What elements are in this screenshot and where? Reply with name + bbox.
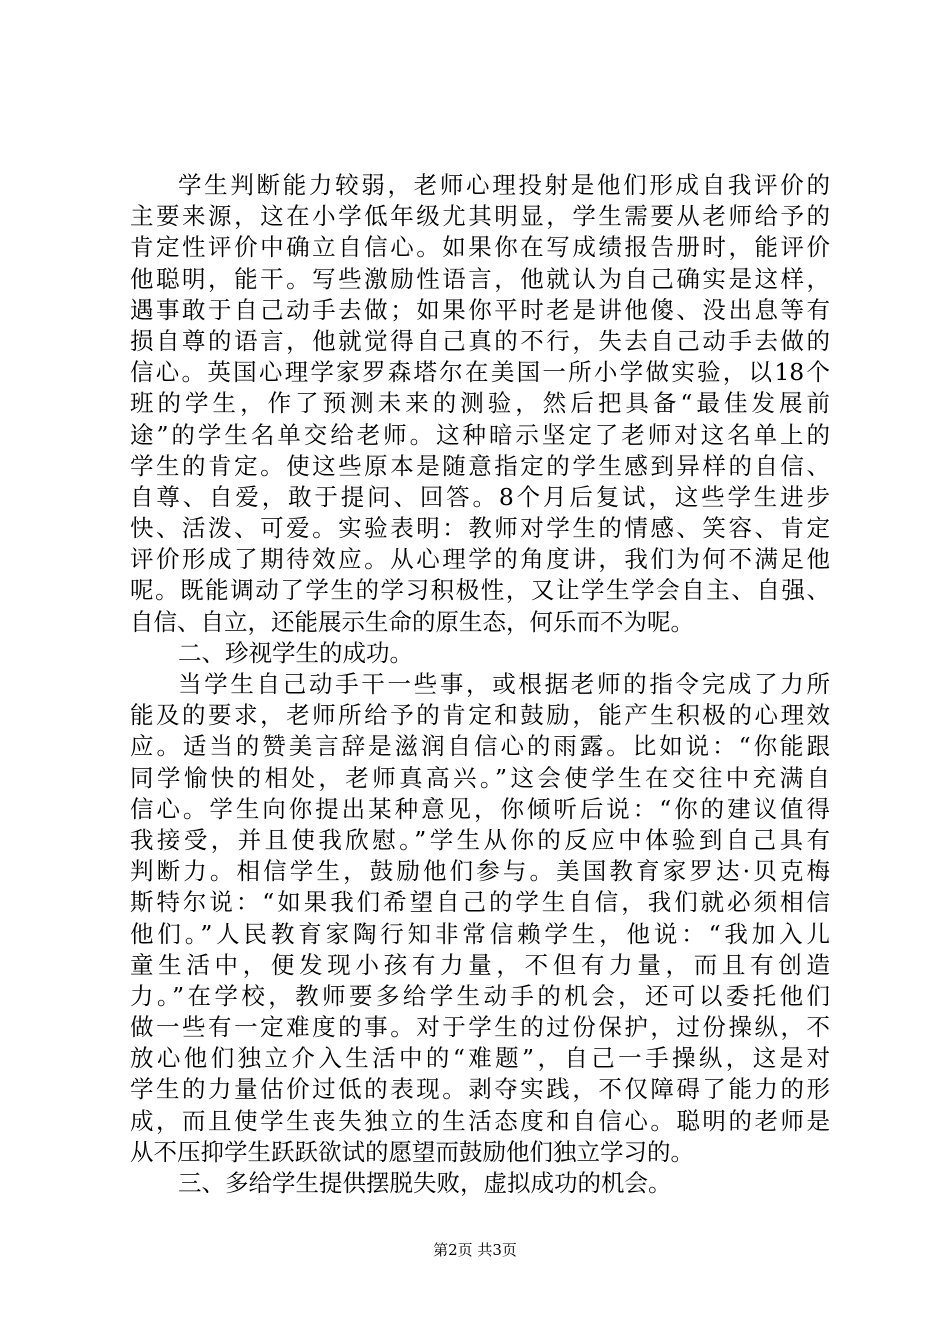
text-line: 判断力。相信学生，鼓励他们参与。美国教育家罗达·贝克梅	[130, 857, 830, 886]
document-body	[130, 170, 830, 1199]
text-line: 自信、自立，还能展示生命的原生态，何乐而不为呢。	[130, 607, 694, 636]
text-line: 做一些有一定难度的事。对于学生的过份保护，过份操纵，不	[130, 1013, 830, 1042]
section-heading	[130, 638, 830, 669]
text-line: 能及的要求，老师所给予的肯定和鼓励，能产生积极的心理效	[130, 701, 830, 730]
text-line: 主要来源，这在小学低年级尤其明显，学生需要从老师给予的	[130, 202, 830, 231]
text-line: 自尊、自爱，敢于提问、回答。8个月后复试，这些学生进步	[130, 482, 830, 511]
text-line: 斯特尔说：“如果我们希望自己的学生自信，我们就必须相信	[130, 888, 830, 917]
text-line: 同学愉快的相处，老师真高兴。”这会使学生在交往中充满自	[130, 763, 830, 792]
text-line: 遇事敢于自己动手去做；如果你平时老是讲他傻、没出息等有	[130, 295, 830, 324]
text-line: 学生判断能力较弱，老师心理投射是他们形成自我评价的	[178, 171, 830, 199]
text-line: 损自尊的语言，他就觉得自己真的不行，失去自己动手去做的	[130, 326, 830, 355]
text-line: 评价形成了期待效应。从心理学的角度讲，我们为何不满足他	[130, 545, 830, 574]
text-line: 他聪明，能干。写些激励性语言，他就认为自己确实是这样，	[130, 264, 830, 293]
text-line: 快、活泼、可爱。实验表明：教师对学生的情感、笑容、肯定	[130, 514, 830, 543]
heading-line: 二、珍视学生的成功。	[178, 638, 413, 667]
text-line: 当学生自己动手干一些事，或根据老师的指令完成了力所	[178, 670, 830, 698]
heading-line: 三、多给学生提供摆脱失败，虚拟成功的机会。	[178, 1169, 672, 1197]
text-line: 力。”在学校，教师要多给学生动手的机会，还可以委托他们	[130, 981, 830, 1010]
text-line: 成，而且使学生丧失独立的生活态度和自信心。聪明的老师是	[130, 1106, 830, 1135]
section-heading	[130, 1168, 830, 1199]
text-line: 学生的肯定。使这些原本是随意指定的学生感到异样的自信、	[130, 451, 830, 480]
text-line: 他们。”人民教育家陶行知非常信赖学生，他说：“我加入儿	[130, 919, 830, 948]
text-line: 班的学生，作了预测未来的测验，然后把具备“最佳发展前	[130, 389, 830, 418]
text-line: 学生的力量估价过低的表现。剥夺实践，不仅障碍了能力的形	[130, 1075, 830, 1104]
text-line: 呢。既能调动了学生的学习积极性，又让学生学会自主、自强、	[130, 576, 830, 605]
page-footer: 第2页 共3页	[433, 1241, 517, 1259]
text-line: 童生活中，便发现小孩有力量，不但有力量，而且有创造	[130, 950, 830, 979]
text-line: 我接受，并且使我欣慰。”学生从你的反应中体验到自己具有	[130, 825, 830, 854]
paragraph	[130, 170, 830, 638]
text-line: 信心。学生向你提出某种意见，你倾听后说：“你的建议值得	[130, 794, 830, 823]
text-line: 途”的学生名单交给老师。这种暗示坚定了老师对这名单上的	[130, 420, 830, 449]
text-line: 从不压抑学生跃跃欲试的愿望而鼓励他们独立学习的。	[130, 1137, 694, 1166]
text-line: 肯定性评价中确立自信心。如果你在写成绩报告册时，能评价	[130, 233, 830, 262]
text-line: 信心。英国心理学家罗森塔尔在美国一所小学做实验，以18个	[130, 358, 830, 387]
text-line: 应。适当的赞美言辞是滋润自信心的雨露。比如说：“你能跟	[130, 732, 830, 761]
text-line: 放心他们独立介入生活中的“难题”，自己一手操纵，这是对	[130, 1044, 830, 1073]
paragraph	[130, 669, 830, 1168]
